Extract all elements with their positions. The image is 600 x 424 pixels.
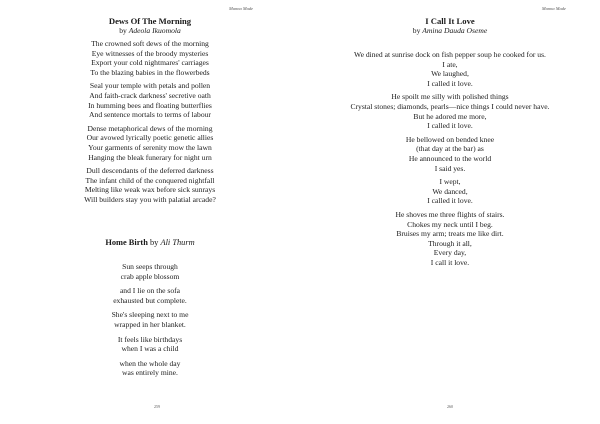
poem-heading <box>62 238 238 248</box>
poem-line: Eye witnesses of the broody mysteries <box>91 48 209 58</box>
poem-author: Adeola Ikuomola <box>128 26 181 35</box>
byline-by: by <box>149 238 159 247</box>
poem-line: And sentence mortals to terms of labour <box>89 110 211 120</box>
poem-line: Dense metaphorical dews of the morning <box>87 123 213 133</box>
poem-line: The infant child of the conquered nightfall <box>85 175 215 185</box>
poem-line: To the blazing babies in the flowerbeds <box>90 67 210 77</box>
poem-line: Through it all, <box>428 238 472 248</box>
poem-body <box>318 50 582 267</box>
poem-line: Export your cold nightmares' carriages <box>91 58 209 68</box>
byline-by: by <box>412 26 421 35</box>
poem-line: wrapped in her blanket. <box>114 319 186 329</box>
poem-body <box>62 262 238 378</box>
poem-line: In humming bees and floating butterflies <box>88 100 212 110</box>
poem-byline <box>62 26 238 36</box>
poem-line: We laughed, <box>431 69 469 79</box>
stanza <box>318 210 582 268</box>
poem-line: It feels like birthdays <box>117 334 183 344</box>
poem-line: Sun seeps through <box>122 262 178 271</box>
poem-line: He shoves me three flights of stairs. <box>395 209 505 219</box>
poem-line: Chokes my neck until I beg. <box>407 219 493 229</box>
poem-line: Your garments of serenity mow the lawn <box>88 142 212 152</box>
poem-line: Will builders stay you with palatial arcade? <box>84 194 216 204</box>
stanza <box>62 359 238 378</box>
poem-title: Dews Of The Morning <box>108 16 192 26</box>
stanza <box>318 177 582 206</box>
stanza <box>318 50 582 88</box>
stanza <box>62 81 238 119</box>
poem-line: I called it love. <box>427 196 473 206</box>
poem-line: Every day, <box>433 248 467 258</box>
poem-line: Bruises my arm; treats me like dirt. <box>396 229 504 239</box>
running-head-right: Manna Made <box>541 6 566 11</box>
stanza <box>62 335 238 354</box>
poem-i-call-it-love <box>318 16 582 267</box>
poem-line: I wept, <box>439 177 461 187</box>
poem-line: Crystal stones; diamonds, pearls—nice things I could never have. <box>350 101 550 111</box>
stanza <box>318 135 582 173</box>
poem-line: I ate, <box>442 59 458 69</box>
poem-line: and I lie on the sofa <box>119 286 181 296</box>
poem-line: He announced to the world <box>408 153 492 163</box>
poem-line: I called it love. <box>427 78 473 88</box>
stanza <box>62 310 238 329</box>
poem-title: Home Birth <box>105 238 148 247</box>
poem-line: But he adored me more, <box>413 111 487 121</box>
stanza <box>318 92 582 130</box>
poem-line: We danced, <box>432 186 468 196</box>
poem-line: crab apple blossom <box>120 271 180 281</box>
right-page <box>300 0 600 424</box>
poem-line: Our avowed lyrically poetic genetic allies <box>86 133 214 143</box>
poem-byline <box>318 26 582 36</box>
poem-line: He bellowed on bended knee <box>405 134 495 144</box>
poem-body <box>62 39 238 205</box>
poem-line: was entirely mine. <box>122 368 178 378</box>
poem-line: Melting like weak wax before sick sunrays <box>84 185 216 195</box>
stanza <box>62 262 238 281</box>
poem-line: Seal your temple with petals and pollen <box>89 81 211 91</box>
poem-line: when the whole day <box>119 358 181 368</box>
poem-author: Amina Dauda Oseme <box>422 26 488 35</box>
poem-home-birth <box>62 238 238 378</box>
poem-line: exhausted but complete. <box>113 295 187 305</box>
page-number-left: 259 <box>154 404 160 409</box>
stanza <box>62 286 238 305</box>
poem-line: Hanging the bleak funerary for night urn <box>88 152 212 162</box>
poem-title: I Call It Love <box>425 16 475 26</box>
running-head-left: Manna Made <box>229 6 254 11</box>
poem-line: Dull descendants of the deferred darkness <box>86 166 214 176</box>
poem-line: I said yes. <box>434 163 466 173</box>
poem-line: I call it love. <box>430 257 470 267</box>
poem-line: And faith-crack darkness' secretive oath <box>89 90 211 100</box>
poem-line: We dined at sunrise dock on fish pepper soup he cooked for us. <box>354 50 546 59</box>
poem-dews-of-the-morning <box>62 16 238 205</box>
poem-line: I called it love. <box>427 121 473 131</box>
stanza <box>62 39 238 77</box>
poem-line: when I was a child <box>121 344 179 354</box>
poem-line: He spoilt me silly with polished things <box>391 92 509 102</box>
page-number-right: 260 <box>447 404 453 409</box>
poem-line: (that day at the bar) as <box>416 144 484 154</box>
stanza <box>62 166 238 204</box>
stanza <box>62 124 238 162</box>
byline-by: by <box>119 26 127 35</box>
poem-line: The crowned soft dews of the morning <box>91 39 209 48</box>
poem-line: She's sleeping next to me <box>111 310 189 320</box>
poem-author: Ali Thurm <box>160 238 195 247</box>
